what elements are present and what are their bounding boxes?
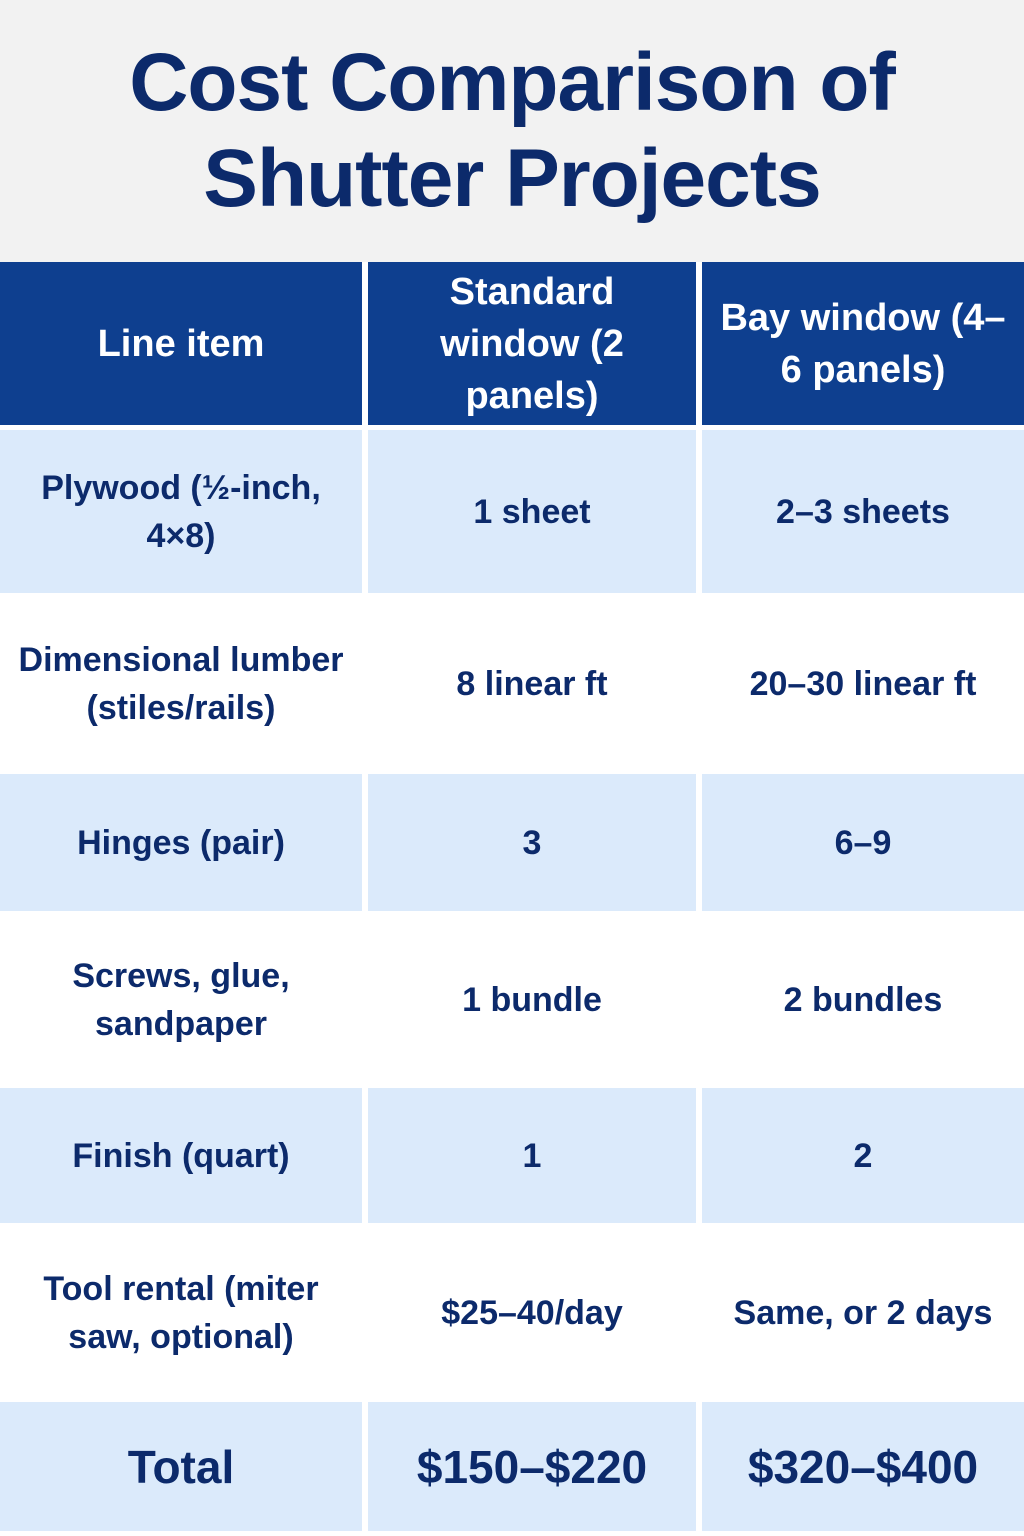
row-hinges-item: Hinges (pair) [0,774,368,916]
row-screws-standard: 1 bundle [368,916,702,1088]
row-finish-bay: 2 [702,1088,1024,1228]
row-hinges-bay: 6–9 [702,774,1024,916]
row-plywood-standard: 1 sheet [368,430,702,598]
header-line-item: Line item [0,262,368,430]
header-standard-window: Standard window (2 panels) [368,262,702,430]
row-tool-rental-item: Tool rental (miter saw, optional) [0,1228,368,1402]
total-bay: $320–$400 [702,1402,1024,1536]
row-lumber-standard: 8 linear ft [368,598,702,774]
row-finish-item: Finish (quart) [0,1088,368,1228]
row-finish-standard: 1 [368,1088,702,1228]
title-area [0,0,1024,262]
total-label: Total [0,1402,368,1536]
row-tool-rental-standard: $25–40/day [368,1228,702,1402]
row-lumber-bay: 20–30 linear ft [702,598,1024,774]
row-screws-bay: 2 bundles [702,916,1024,1088]
page-title: Cost Comparison of Shutter Projects [129,37,895,224]
cost-table [0,262,1024,1536]
row-screws-item: Screws, glue, sandpaper [0,916,368,1088]
total-standard: $150–$220 [368,1402,702,1536]
row-lumber-item: Dimensional lumber (stiles/rails) [0,598,368,774]
row-hinges-standard: 3 [368,774,702,916]
header-bay-window: Bay window (4–6 panels) [702,262,1024,430]
row-plywood-item: Plywood (½-inch, 4×8) [0,430,368,598]
row-tool-rental-bay: Same, or 2 days [702,1228,1024,1402]
row-plywood-bay: 2–3 sheets [702,430,1024,598]
